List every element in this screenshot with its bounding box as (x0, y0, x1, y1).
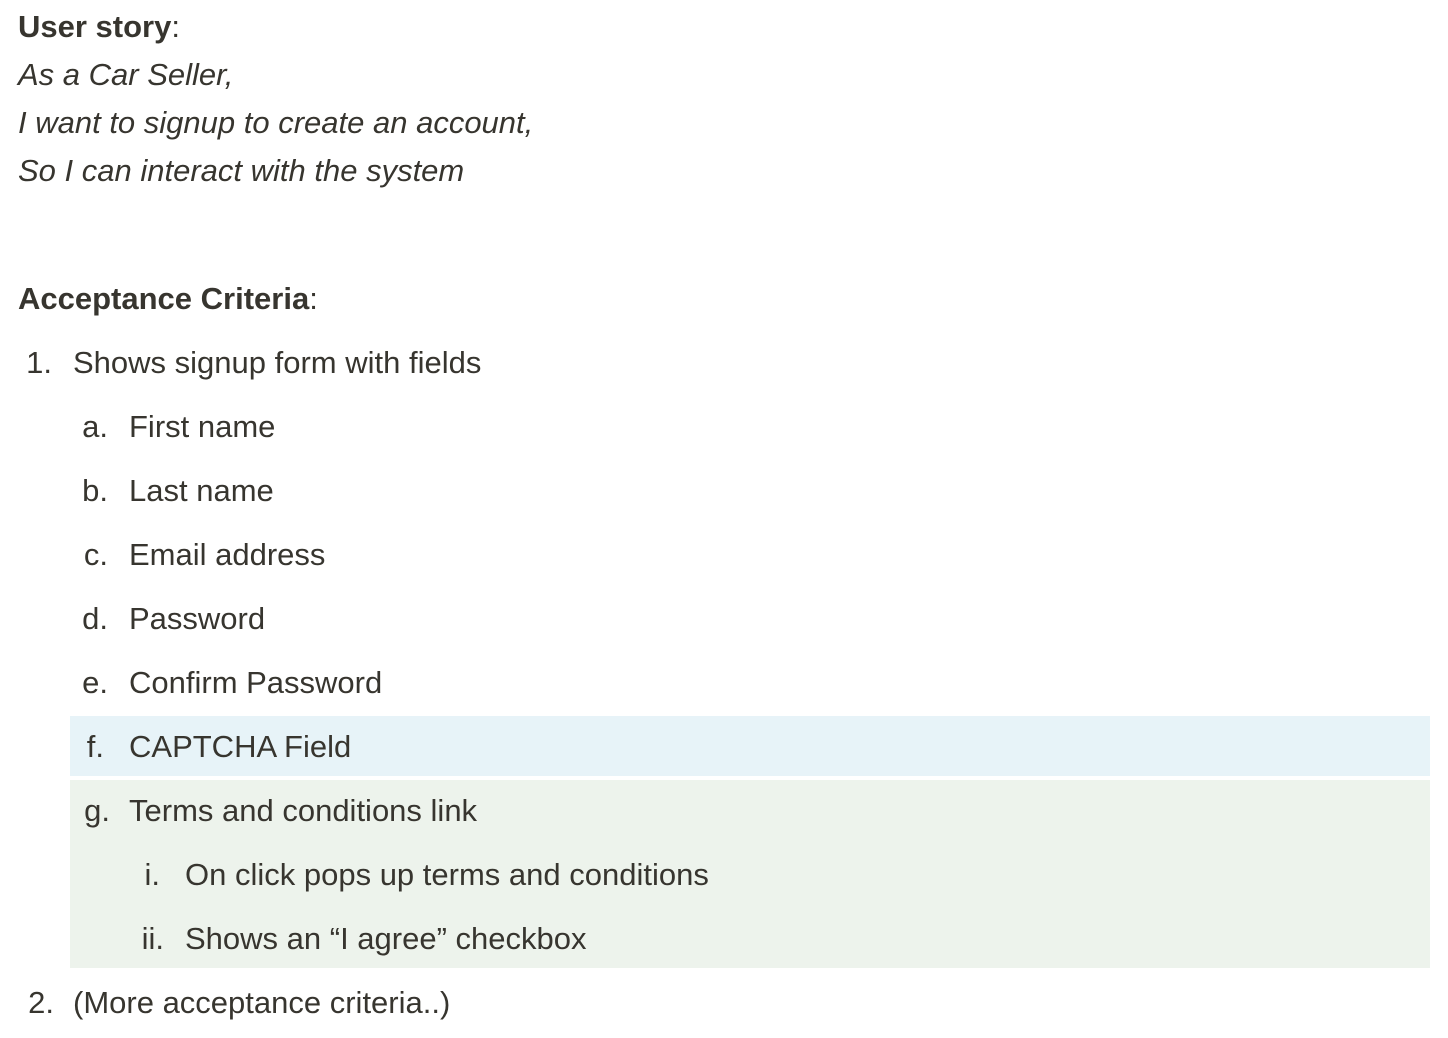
list-item (0, 459, 1448, 523)
list-item-text: Email address (129, 537, 326, 572)
list-item-text: Password (129, 601, 266, 636)
list-marker: c. (83, 537, 108, 572)
list-marker: 1. (26, 345, 52, 380)
list-item-text: (More acceptance criteria..) (73, 985, 451, 1020)
list-marker: b. (82, 473, 108, 508)
list-item (0, 395, 1448, 459)
list-item (0, 587, 1448, 651)
list-marker: 2. (28, 985, 54, 1020)
list-marker: i. (144, 857, 160, 892)
list-item-text: Shows an “I agree” checkbox (185, 921, 587, 956)
user-story-line-2: I want to signup to create an account, (18, 105, 534, 140)
user-story-heading (18, 3, 180, 51)
list-marker: a. (82, 409, 108, 444)
list-item-text: Shows signup form with fields (73, 345, 482, 380)
list-item-text: Terms and conditions link (129, 793, 478, 828)
user-story-line-1: As a Car Seller, (18, 57, 234, 92)
list-marker: f. (86, 729, 104, 764)
user-story-heading-colon: : (171, 9, 180, 44)
list-marker: d. (82, 601, 108, 636)
list-item (0, 971, 1448, 1035)
acceptance-criteria-heading (18, 275, 318, 323)
list-marker: ii. (141, 921, 164, 956)
list-item-text: Confirm Password (129, 665, 383, 700)
list-item (0, 715, 1448, 779)
list-item (0, 651, 1448, 715)
acceptance-criteria-heading-label: Acceptance Criteria (18, 281, 310, 316)
list-item (0, 907, 1448, 971)
list-marker: g. (84, 793, 110, 828)
list-marker: e. (82, 665, 108, 700)
list-item (0, 843, 1448, 907)
list-item-text: CAPTCHA Field (129, 729, 352, 764)
user-story-line-3: So I can interact with the system (18, 153, 465, 188)
user-story-heading-label: User story (18, 9, 172, 44)
list-item-text: Last name (129, 473, 274, 508)
list-item (0, 523, 1448, 587)
list-item-text: First name (129, 409, 276, 444)
list-item (0, 331, 1448, 395)
list-item (0, 779, 1448, 843)
list-item-text: On click pops up terms and conditions (185, 857, 709, 892)
acceptance-criteria-heading-colon: : (309, 281, 318, 316)
